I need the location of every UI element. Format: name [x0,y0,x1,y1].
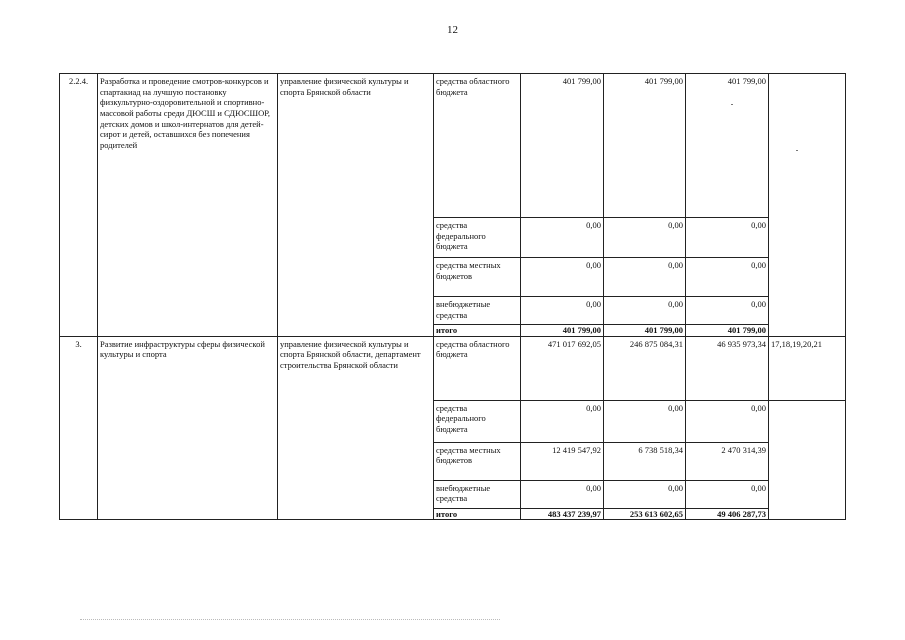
total-amount: 49 406 287,73 [686,508,769,520]
funding-source: средства федерального бюджета [434,400,521,442]
amount-cell: 0,00 [686,400,769,442]
amount-cell: 246 875 084,31 [604,336,686,400]
amount-cell: 0,00 [686,480,769,508]
row-index: 2.2.4. [60,74,98,337]
amount-cell: 471 017 692,05 [521,336,604,400]
amount-cell: 401 799,00 [686,74,769,218]
amount-cell: 0,00 [521,218,604,258]
amount-cell: 401 799,00 [521,74,604,218]
indicator-ref: 17,18,19,20,21 [769,336,846,400]
page-number: 12 [447,24,458,36]
measure-title: Развитие инфраструктуры сферы физической культуры и спорта [98,336,278,520]
indicator-ref-cell [769,400,846,520]
amount-cell: 0,00 [604,218,686,258]
responsible-executor: управление физической культуры и спорта Брянской области [278,74,434,337]
amount-cell: 0,00 [521,400,604,442]
funding-source: внебюджетные средства [434,480,521,508]
total-amount: 253 613 602,65 [604,508,686,520]
amount-cell: 0,00 [604,258,686,297]
amount-cell: 46 935 973,34 [686,336,769,400]
amount-cell: 0,00 [686,297,769,325]
amount-cell: 0,00 [521,258,604,297]
table-row [60,336,846,400]
funding-source: внебюджетные средства [434,297,521,325]
total-amount: 483 437 239,97 [521,508,604,520]
funding-source: средства местных бюджетов [434,258,521,297]
row-index: 3. [60,336,98,520]
table-row [60,74,846,218]
responsible-executor: управление физической культуры и спорта Брянской области, департамент строительства Брянской области [278,336,434,520]
scan-speck [731,104,733,105]
amount-cell: 0,00 [521,480,604,508]
total-label: итого [434,508,521,520]
amount-cell: 0,00 [521,297,604,325]
amount-cell: 0,00 [686,258,769,297]
amount-cell: 0,00 [686,218,769,258]
total-label: итого [434,325,521,337]
amount-cell: 6 738 518,34 [604,442,686,480]
amount-cell: 0,00 [604,480,686,508]
funding-source: средства областного бюджета [434,74,521,218]
amount-cell: 2 470 314,39 [686,442,769,480]
amount-cell: 0,00 [604,400,686,442]
measure-title: Разработка и проведение смотров-конкурсов и спартакиад на лучшую постановку физкультурно-оздоровительной и спортивно-массовой работы среди ДЮСШ и СДЮСШОР, детских домов и школ-интернатов для детей-сирот и детей, оставшихся без попечения родителей [98,74,278,337]
funding-source: средства областного бюджета [434,336,521,400]
scan-artifact [80,619,500,621]
budget-table [59,73,846,520]
total-amount: 401 799,00 [604,325,686,337]
scan-speck [796,150,798,151]
amount-cell: 0,00 [604,297,686,325]
total-amount: 401 799,00 [521,325,604,337]
amount-cell: 401 799,00 [604,74,686,218]
indicator-ref-cell [769,74,846,337]
amount-cell: 12 419 547,92 [521,442,604,480]
funding-source: средства федерального бюджета [434,218,521,258]
funding-source: средства местных бюджетов [434,442,521,480]
total-amount: 401 799,00 [686,325,769,337]
